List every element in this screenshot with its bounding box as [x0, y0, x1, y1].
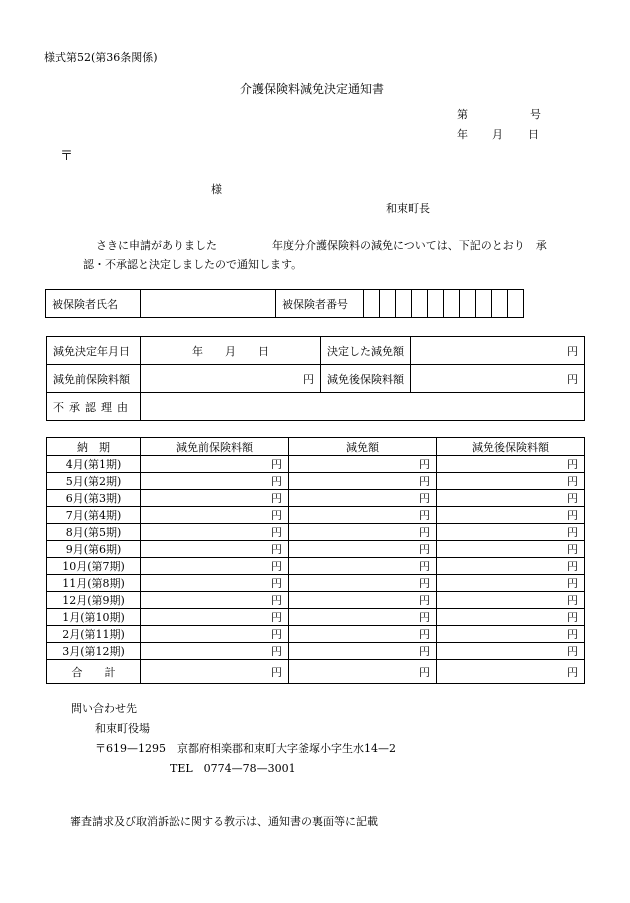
contact-office: 和束町役場 — [95, 722, 150, 735]
schedule-before-cell[interactable]: 円 — [141, 507, 289, 524]
body-line-2: 認・不承認と決定しましたので通知します。 — [83, 258, 303, 271]
schedule-reduction-cell[interactable]: 円 — [289, 456, 437, 473]
insured-number-digit[interactable] — [380, 290, 396, 318]
schedule-after-cell[interactable]: 円 — [437, 558, 585, 575]
contact-heading: 問い合わせ先 — [71, 702, 137, 715]
insured-number-digit[interactable] — [460, 290, 476, 318]
schedule-after-cell[interactable]: 円 — [437, 592, 585, 609]
schedule-reduction-cell[interactable]: 円 — [289, 575, 437, 592]
schedule-reduction-cell[interactable]: 円 — [289, 490, 437, 507]
schedule-row — [47, 456, 585, 473]
decision-table — [46, 336, 585, 421]
schedule-row — [47, 592, 585, 609]
insured-number-digit[interactable] — [396, 290, 412, 318]
schedule-after-cell[interactable]: 円 — [437, 575, 585, 592]
schedule-period-label: 5月(第2期) — [47, 473, 141, 490]
insured-number-digit[interactable] — [444, 290, 460, 318]
schedule-before-cell[interactable]: 円 — [141, 541, 289, 558]
schedule-reduction-cell[interactable]: 円 — [289, 660, 437, 684]
form-number: 様式第52(第36条関係) — [44, 51, 158, 64]
schedule-row — [47, 643, 585, 660]
schedule-reduction-cell[interactable]: 円 — [289, 473, 437, 490]
decided-amount-value[interactable]: 円 — [411, 337, 585, 365]
ref-month: 月 — [492, 128, 503, 141]
insured-number-digit[interactable] — [508, 290, 524, 318]
schedule-after-cell[interactable]: 円 — [437, 507, 585, 524]
schedule-period-label: 12月(第9期) — [47, 592, 141, 609]
schedule-header-after: 減免後保険料額 — [437, 438, 585, 456]
schedule-period-label: 7月(第4期) — [47, 507, 141, 524]
contact-address: 〒619—1295 京都府相楽郡和束町大字釜塚小字生水14—2 — [95, 742, 396, 755]
reason-value[interactable] — [141, 393, 585, 421]
schedule-row — [47, 473, 585, 490]
insured-number-digit[interactable] — [492, 290, 508, 318]
schedule-header-period: 納 期 — [47, 438, 141, 456]
contact-tel: TEL 0774—78—3001 — [170, 762, 296, 775]
schedule-period-label: 1月(第10期) — [47, 609, 141, 626]
schedule-before-cell[interactable]: 円 — [141, 575, 289, 592]
schedule-period-label: 11月(第8期) — [47, 575, 141, 592]
addressee-honorific: 様 — [211, 183, 222, 196]
schedule-period-label: 10月(第7期) — [47, 558, 141, 575]
schedule-after-cell[interactable]: 円 — [437, 473, 585, 490]
body-line-1: さきに申請がありました 年度分介護保険料の減免については、下記のとおり 承 — [96, 239, 547, 252]
schedule-period-label: 6月(第3期) — [47, 490, 141, 507]
schedule-row — [47, 558, 585, 575]
schedule-row — [47, 575, 585, 592]
insured-number-digit[interactable] — [428, 290, 444, 318]
insured-number-digit[interactable] — [364, 290, 380, 318]
schedule-before-cell[interactable]: 円 — [141, 456, 289, 473]
schedule-period-label: 3月(第12期) — [47, 643, 141, 660]
ref-no-suffix: 号 — [530, 108, 541, 121]
schedule-row — [47, 524, 585, 541]
schedule-reduction-cell[interactable]: 円 — [289, 507, 437, 524]
schedule-before-cell[interactable]: 円 — [141, 524, 289, 541]
decided-amount-label: 決定した減免額 — [321, 337, 411, 365]
schedule-reduction-cell[interactable]: 円 — [289, 524, 437, 541]
decision-date-value[interactable]: 年 月 日 — [141, 337, 321, 365]
schedule-row — [47, 490, 585, 507]
schedule-period-label: 2月(第11期) — [47, 626, 141, 643]
insured-name-label: 被保険者氏名 — [46, 290, 141, 318]
after-amount-label: 減免後保険料額 — [321, 365, 411, 393]
schedule-reduction-cell[interactable]: 円 — [289, 558, 437, 575]
schedule-period-label: 9月(第6期) — [47, 541, 141, 558]
schedule-row — [47, 507, 585, 524]
schedule-before-cell[interactable]: 円 — [141, 473, 289, 490]
schedule-period-label: 合 計 — [47, 660, 141, 684]
schedule-reduction-cell[interactable]: 円 — [289, 592, 437, 609]
ref-day: 日 — [528, 128, 539, 141]
issuer: 和束町長 — [386, 202, 430, 215]
schedule-after-cell[interactable]: 円 — [437, 490, 585, 507]
schedule-after-cell[interactable]: 円 — [437, 643, 585, 660]
schedule-after-cell[interactable]: 円 — [437, 524, 585, 541]
schedule-header-before: 減免前保険料額 — [141, 438, 289, 456]
schedule-period-label: 8月(第5期) — [47, 524, 141, 541]
schedule-row — [47, 541, 585, 558]
document-title: 介護保険料減免決定通知書 — [240, 82, 385, 96]
schedule-before-cell[interactable]: 円 — [141, 643, 289, 660]
insured-number-digit[interactable] — [476, 290, 492, 318]
ref-no-prefix: 第 — [457, 108, 468, 121]
insured-table — [45, 289, 524, 318]
schedule-table — [46, 437, 585, 684]
schedule-after-cell[interactable]: 円 — [437, 456, 585, 473]
after-amount-value[interactable]: 円 — [411, 365, 585, 393]
schedule-after-cell[interactable]: 円 — [437, 609, 585, 626]
schedule-after-cell[interactable]: 円 — [437, 660, 585, 684]
schedule-row — [47, 626, 585, 643]
schedule-before-cell[interactable]: 円 — [141, 490, 289, 507]
schedule-after-cell[interactable]: 円 — [437, 626, 585, 643]
schedule-reduction-cell[interactable]: 円 — [289, 609, 437, 626]
schedule-total-row — [47, 660, 585, 684]
footer-note: 審査請求及び取消訴訟に関する教示は、通知書の裏面等に記載 — [70, 815, 378, 828]
schedule-reduction-cell[interactable]: 円 — [289, 643, 437, 660]
insured-number-digit[interactable] — [412, 290, 428, 318]
schedule-reduction-cell[interactable]: 円 — [289, 626, 437, 643]
schedule-after-cell[interactable]: 円 — [437, 541, 585, 558]
schedule-before-cell[interactable]: 円 — [141, 660, 289, 684]
schedule-before-cell[interactable]: 円 — [141, 592, 289, 609]
before-amount-value[interactable]: 円 — [141, 365, 321, 393]
schedule-header-reduction: 減免額 — [289, 438, 437, 456]
schedule-before-cell[interactable]: 円 — [141, 558, 289, 575]
schedule-row — [47, 609, 585, 626]
schedule-period-label: 4月(第1期) — [47, 456, 141, 473]
postal-mark: 〒 — [60, 149, 74, 164]
before-amount-label: 減免前保険料額 — [47, 365, 141, 393]
decision-date-label: 減免決定年月日 — [47, 337, 141, 365]
schedule-before-cell[interactable]: 円 — [141, 626, 289, 643]
schedule-reduction-cell[interactable]: 円 — [289, 541, 437, 558]
insured-name-field[interactable] — [141, 290, 276, 318]
ref-year: 年 — [457, 128, 468, 141]
schedule-before-cell[interactable]: 円 — [141, 609, 289, 626]
reason-label: 不承認理由 — [47, 393, 141, 421]
insured-number-label: 被保険者番号 — [276, 290, 364, 318]
